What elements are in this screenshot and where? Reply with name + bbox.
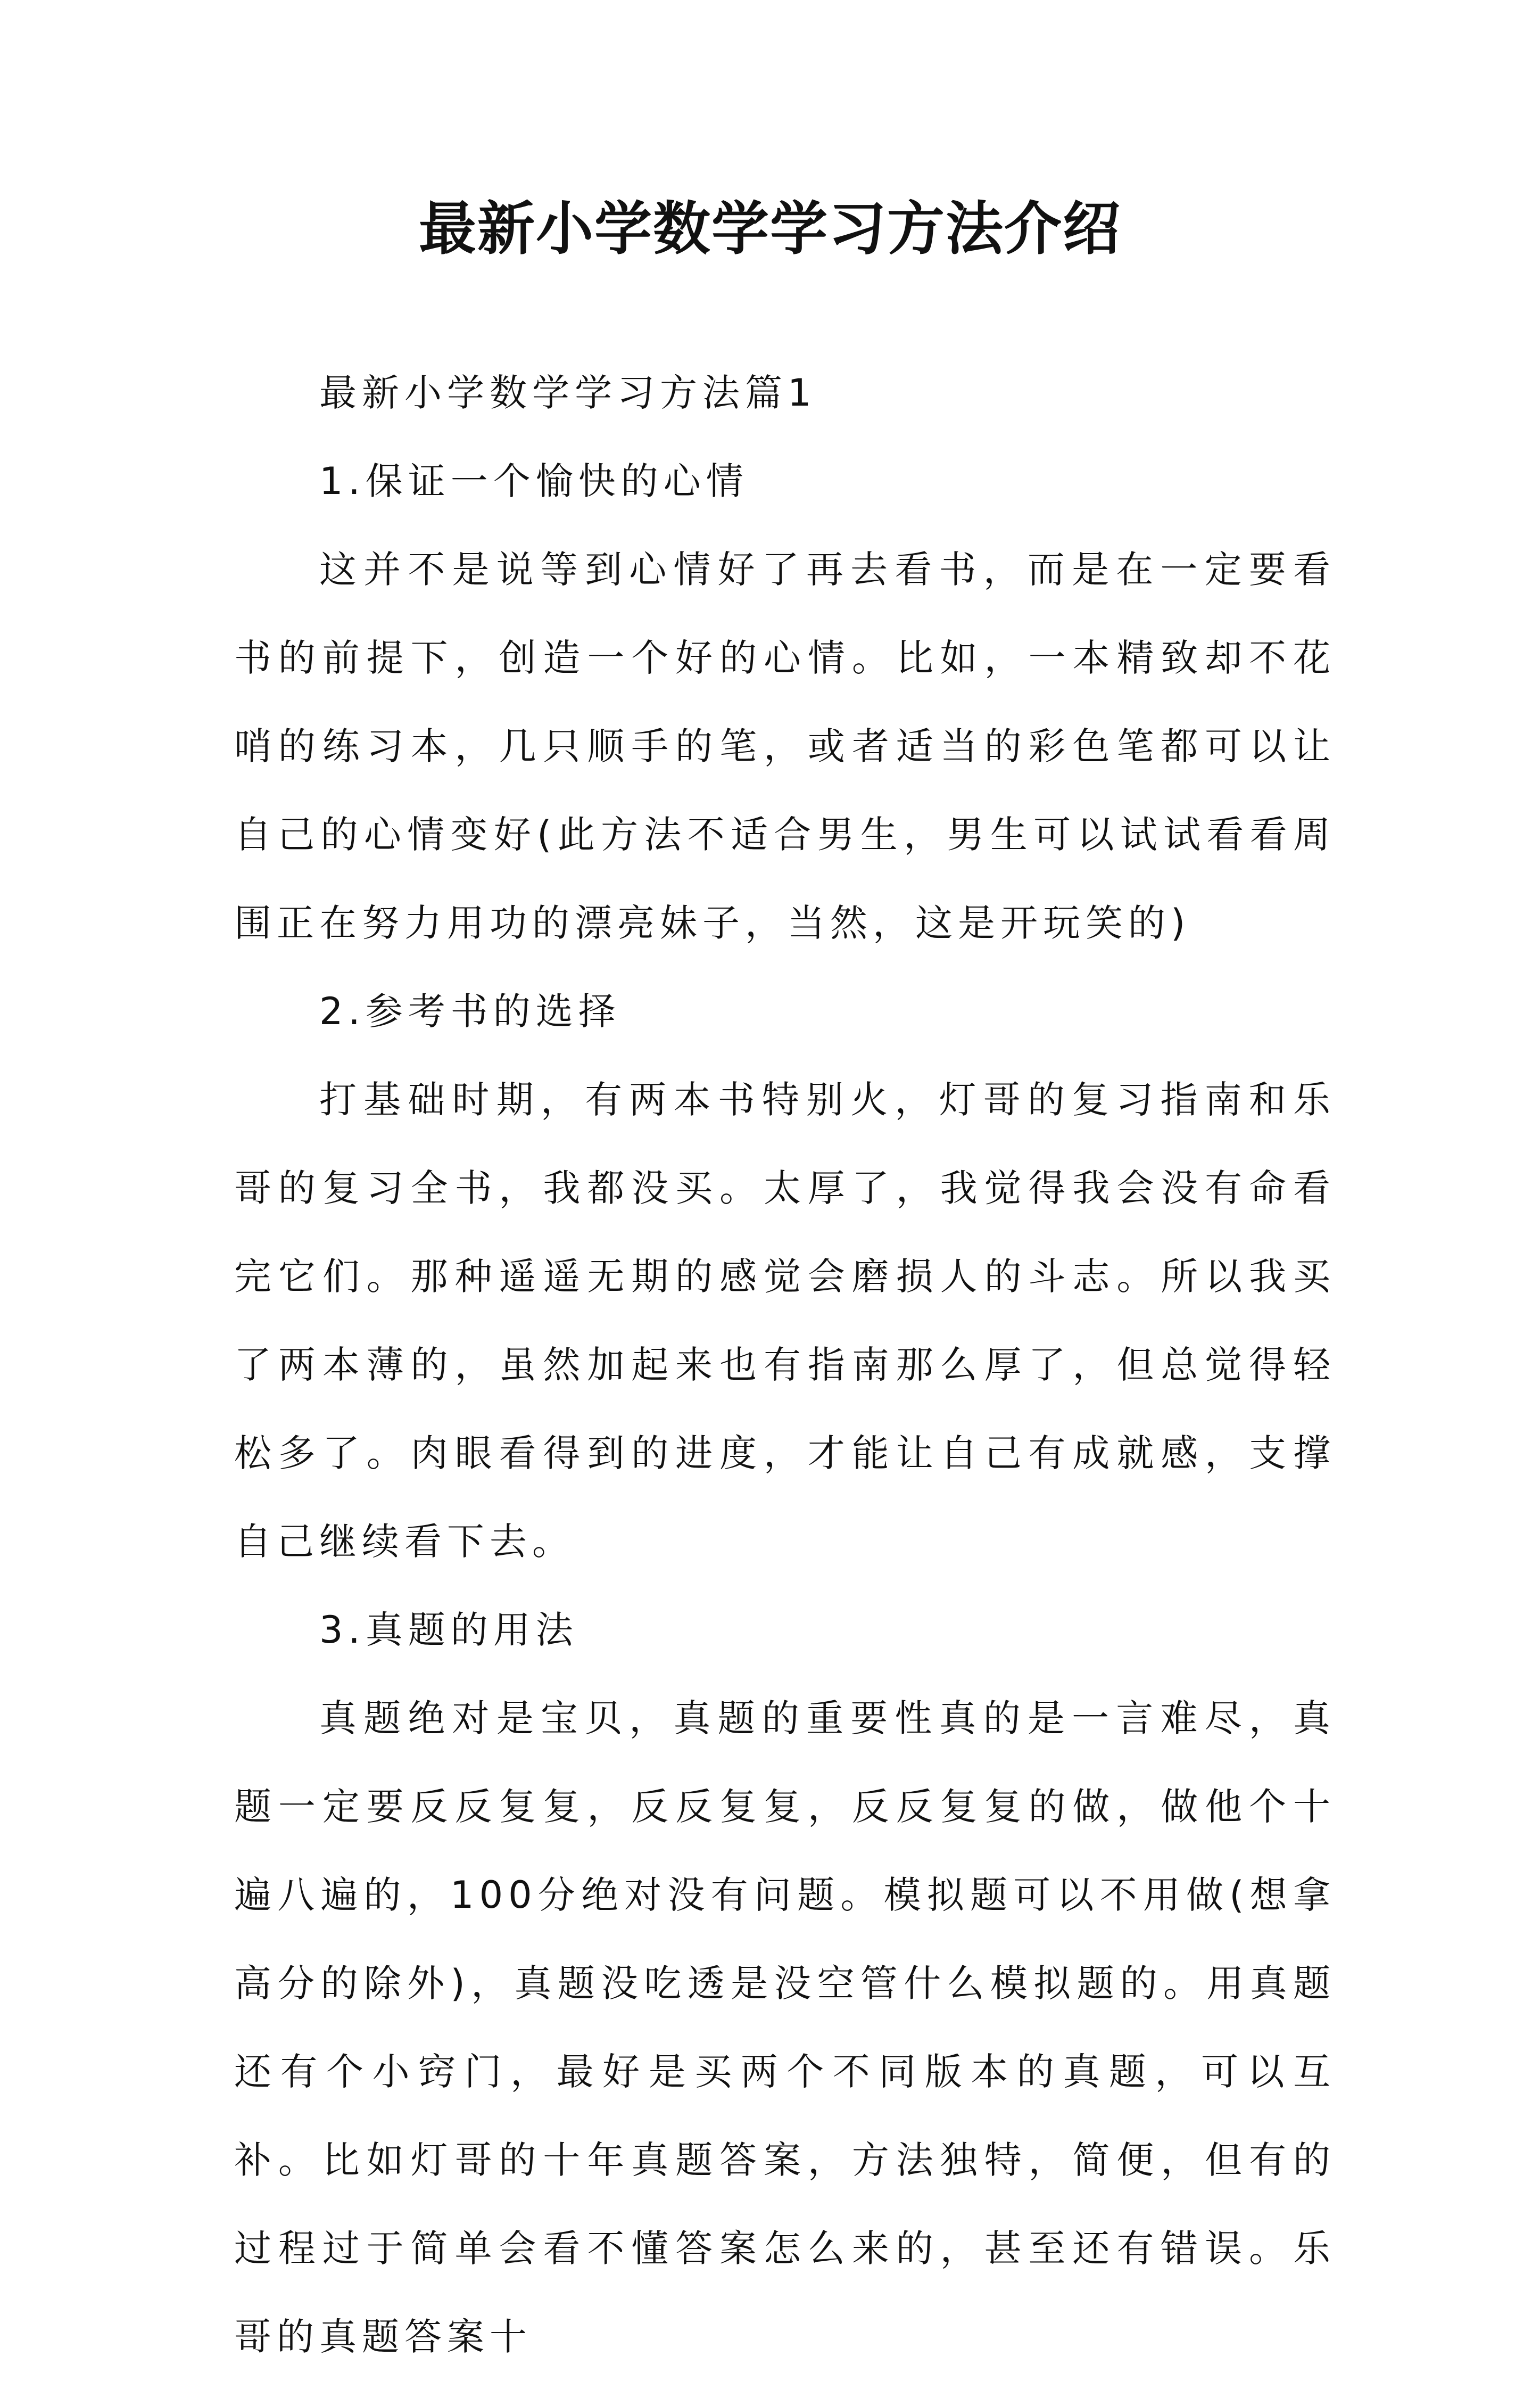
document-body xyxy=(234,349,1336,2381)
body-paragraph: 真题绝对是宝贝，真题的重要性真的是一言难尽，真题一定要反反复复，反反复复，反反复复的做，做他个十遍八遍的，100分绝对没有问题。模拟题可以不用做(想拿高分的除外)，真题没吃透是没空管什么模拟题的。用真题还有个小窍门，最好是买两个不同版本的真题，可以互补。比如灯哥的十年真题答案，方法独特，简便，但有的过程过于简单会看不懂答案怎么来的，甚至还有错误。乐哥的真题答案十 xyxy=(234,1696,1336,2359)
body-paragraph: 这并不是说等到心情好了再去看书，而是在一定要看书的前提下，创造一个好的心情。比如，一本精致却不花哨的练习本，几只顺手的笔，或者适当的彩色笔都可以让自己的心情变好(此方法不适合男生，男生可以试试看看周围正在努力用功的漂亮妹子，当然，这是开玩笑的) xyxy=(234,548,1336,945)
subsection-heading: 1.保证一个愉快的心情 xyxy=(319,459,749,503)
subsection-heading: 2.参考书的选择 xyxy=(319,990,621,1033)
subsection-heading: 3.真题的用法 xyxy=(319,1608,578,1652)
section-heading: 最新小学数学学习方法篇1 xyxy=(319,371,817,415)
document-title: 最新小学数学学习方法介绍 xyxy=(418,195,1121,262)
body-paragraph: 打基础时期，有两本书特别火，灯哥的复习指南和乐哥的复习全书，我都没买。太厚了，我觉得我会没有命看完它们。那种遥遥无期的感觉会磨损人的斗志。所以我买了两本薄的，虽然加起来也有指南那么厚了，但总觉得轻松多了。肉眼看得到的进度，才能让自己有成就感，支撑自己继续看下去。 xyxy=(234,1078,1336,1563)
